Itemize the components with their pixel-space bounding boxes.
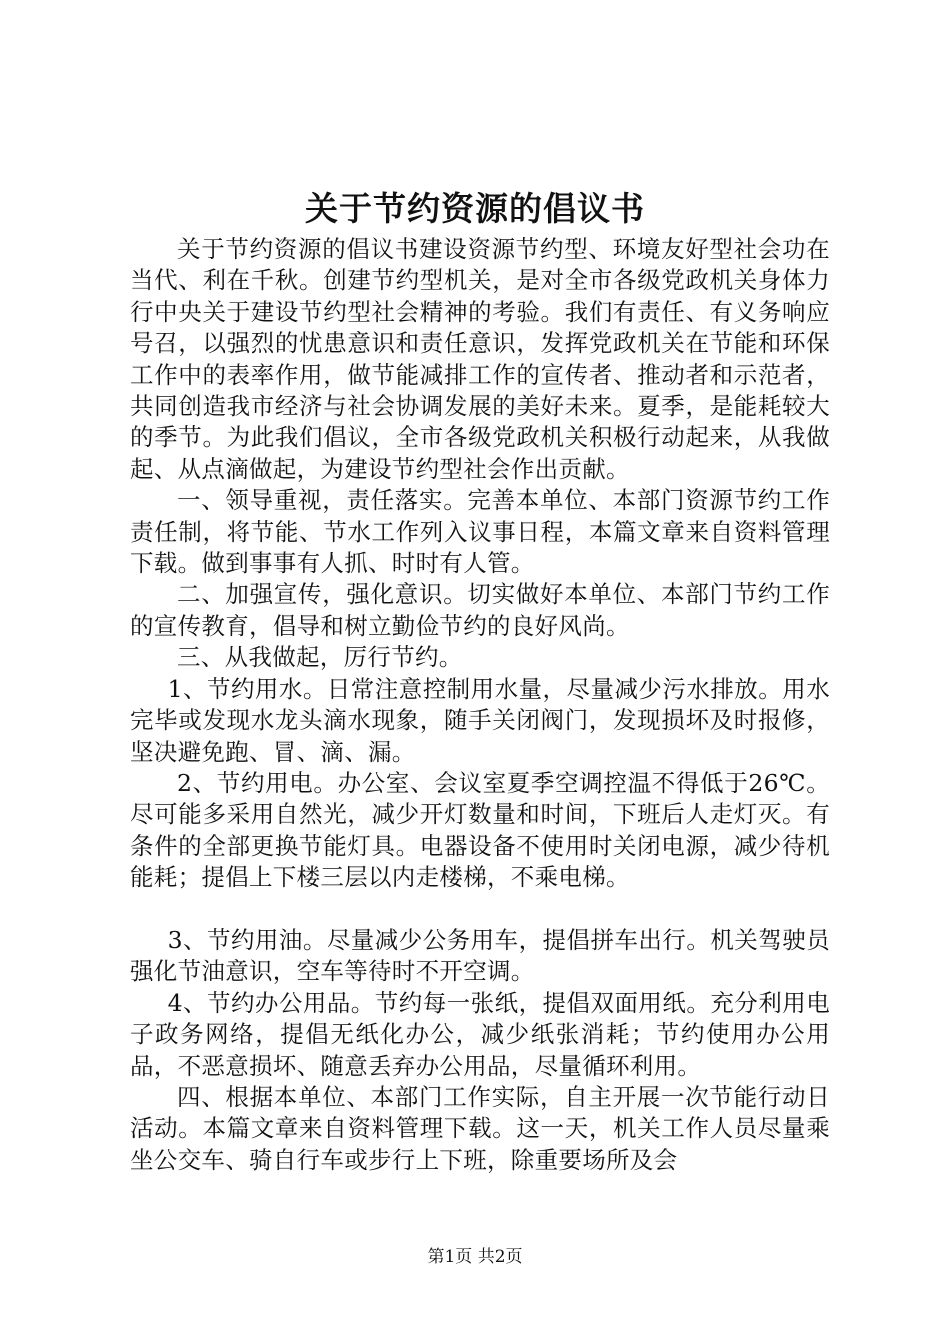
paragraph-section-1: 一、领导重视，责任落实。完善本单位、本部门资源节约工作责任制，将节能、节水工作列入议事日程，本篇文章来自资料管理下载。做到事事有人抓、时时有人管。 [130,486,830,578]
page-number: 第1页 共2页 [427,1247,523,1267]
paragraph-intro: 关于节约资源的倡议书建设资源节约型、环境友好型社会功在当代、利在千秋。创建节约型机关，是对全市各级党政机关身体力行中央关于建设节约型社会精神的考验。我们有责任、有义务响应号召，以强烈的忧患意识和责任意识，发挥党政机关在节能和环保工作中的表率作用，做节能减排工作的宣传者、推动者和示范者，共同创造我市经济与社会协调发展的美好未来。夏季，是能耗较大的季节。为此我们倡议，全市各级党政机关积极行动起来，从我做起、从点滴做起，为建设节约型社会作出贡献。 [130,235,830,483]
paragraph-item-water: 1、节约用水。日常注意控制用水量，尽量减少污水排放。用水完毕或发现水龙头滴水现象，随手关闭阀门，发现损坏及时报修，坚决避免跑、冒、滴、漏。 [130,674,830,766]
paragraph-item-office-supplies: 4、节约办公用品。节约每一张纸，提倡双面用纸。充分利用电子政务网络，提倡无纸化办公，减少纸张消耗；节约使用办公用品，不恶意损坏、随意丢弃办公用品，尽量循环利用。 [130,988,830,1080]
paragraph-section-2: 二、加强宣传，强化意识。切实做好本单位、本部门节约工作的宣传教育，倡导和树立勤俭节约的良好风尚。 [130,580,830,640]
paragraph-item-fuel: 3、节约用油。尽量减少公务用车，提倡拼车出行。机关驾驶员强化节油意识，空车等待时不开空调。 [130,925,830,986]
paragraph-item-electricity: 2、节约用电。办公室、会议室夏季空调控温不得低于26℃。尽可能多采用自然光，减少开灯数量和时间，下班后人走灯灭。有条件的全部更换节能灯具。电器设备不使用时关闭电源，减少待机能耗；提倡上下楼三层以内走楼梯，不乘电梯。 [130,768,830,892]
document-body [130,234,830,1176]
paragraph-section-3: 三、从我做起，厉行节约。 [177,643,463,672]
blank-line [130,894,830,925]
paragraph-section-4: 四、根据本单位、本部门工作实际，自主开展一次节能行动日活动。本篇文章来自资料管理下载。这一天，机关工作人员尽量乘坐公交车、骑自行车或步行上下班，除重要场所及会 [130,1082,830,1174]
document-title: 关于节约资源的倡议书 [305,189,645,228]
